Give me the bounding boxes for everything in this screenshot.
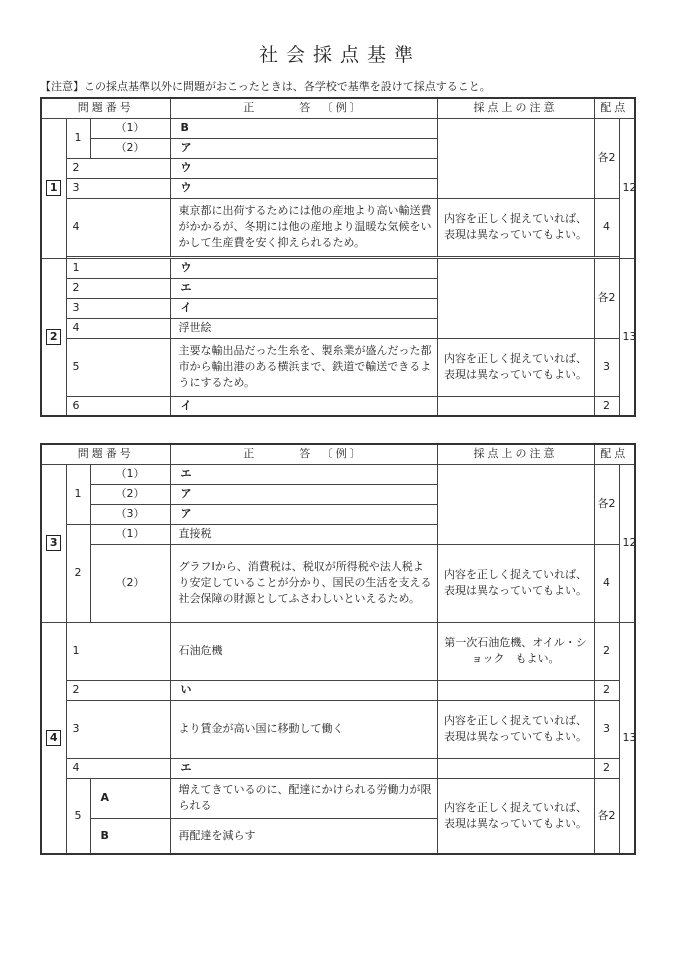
table-row [41,680,635,700]
points-cell: 2 [594,758,619,778]
question-number-2: 2 [41,258,66,416]
table-row [41,258,635,278]
answer-cell: ウ [170,158,437,178]
notes-cell [437,464,594,544]
total-points: 13 [619,258,635,416]
sub-question-label: 2 [66,158,170,178]
notes-cell: 内容を正しく捉えていれば、表現は異なっていてもよい。 [437,778,594,854]
notes-cell: 内容を正しく捉えていれば、表現は異なっていてもよい。 [437,700,594,758]
notes-cell: 内容を正しく捉えていれば、表現は異なっていてもよい。 [437,544,594,622]
scoring-table-1 [40,97,636,417]
sub-question-label: 2 [66,278,170,298]
question-number-4: 4 [41,622,66,854]
sub-question-label: 4 [66,198,170,256]
table-row [41,778,635,818]
answer-cell: イ [170,298,437,318]
total-points: 12 [619,464,635,622]
answer-cell: 直接税 [170,524,437,544]
answer-cell: ア [170,138,437,158]
points-each: 各2 [594,464,619,544]
sub-question-label: 1 [66,258,170,278]
sub-question-label: 3 [66,298,170,318]
sub-sub-label: （1） [90,118,170,138]
answer-cell: エ [170,278,437,298]
answer-cell: 再配達を減らす [170,818,437,854]
header-points: 配点 [594,98,635,118]
sub-sub-label: （1） [90,464,170,484]
header-answer: 正 答 〔例〕 [170,98,437,118]
notes-cell [437,396,594,416]
total-points: 13 [619,622,635,854]
notes-cell: 第一次石油危機、オイル・ショック もよい。 [437,622,594,680]
sub-question-label: 1 [66,118,90,158]
table-header [41,444,635,464]
answer-cell: 石油危機 [170,622,437,680]
sub-sub-label: A [90,778,170,818]
sub-sub-label: （2） [90,544,170,622]
header-answer: 正 答 〔例〕 [170,444,437,464]
answer-cell: より賃金が高い国に移動して働く [170,700,437,758]
sub-sub-label: （2） [90,484,170,504]
answer-cell: エ [170,758,437,778]
sub-question-label: 3 [66,700,170,758]
sub-question-label: 1 [66,622,170,680]
points-cell: 2 [594,680,619,700]
page-title: 社会採点基準 [258,44,421,66]
sub-question-label: 3 [66,178,170,198]
answer-cell: イ [170,396,437,416]
table-row [41,118,635,138]
table-row [41,338,635,396]
notes-cell [437,680,594,700]
sub-sub-label: （3） [90,504,170,524]
question-number-3: 3 [41,464,66,622]
answer-cell: 浮世絵 [170,318,437,338]
header-notes: 採点上の注意 [437,444,594,464]
answer-cell: ウ [170,178,437,198]
table-row [41,396,635,416]
table-row [41,198,635,256]
sub-question-label: 4 [66,758,170,778]
notes-cell: 内容を正しく捉えていれば、表現は異なっていてもよい。 [437,198,594,256]
answer-cell: ア [170,484,437,504]
answer-cell: ウ [170,258,437,278]
points-cell: 2 [594,622,619,680]
sub-question-label: 2 [66,680,170,700]
sub-question-label: 4 [66,318,170,338]
table-row [41,464,635,484]
notes-cell [437,258,594,338]
points-each: 各2 [594,778,619,854]
points-cell: 4 [594,544,619,622]
sub-question-label: 5 [66,778,90,854]
table-header [41,98,635,118]
answer-cell: 増えてきているのに、配達にかけられる労働力が限られる [170,778,437,818]
answer-cell: エ [170,464,437,484]
sub-question-label: 6 [66,396,170,416]
answer-cell: グラフⅠから、消費税は、税収が所得税や法人税より安定していることが分かり、国民の生活を支える社会保障の財源としてふさわしいといえるため。 [170,544,437,622]
answer-cell: い [170,680,437,700]
scoring-table-2 [40,443,636,855]
header-notes: 採点上の注意 [437,98,594,118]
points-cell: 2 [594,396,619,416]
table-row [41,758,635,778]
points-cell: 3 [594,700,619,758]
scoring-note: 【注意】この採点基準以外に問題がおこったときは、各学校で基準を設けて採点すること。 [40,80,491,93]
total-points: 12 [619,118,635,258]
points-cell: 4 [594,198,619,256]
sub-question-label: 2 [66,524,90,622]
answer-cell: ア [170,504,437,524]
sub-sub-label: （2） [90,138,170,158]
answer-cell: B [170,118,437,138]
points-each: 各2 [594,258,619,338]
header-points: 配点 [594,444,635,464]
sub-sub-label: B [90,818,170,854]
notes-cell: 内容を正しく捉えていれば、表現は異なっていてもよい。 [437,338,594,396]
table-row [41,544,635,622]
notes-cell [437,118,594,198]
answer-cell: 主要な輸出品だった生糸を、製糸業が盛んだった都市から輸出港のある横浜まで、鉄道で輸送できるようにするため。 [170,338,437,396]
table-row [41,700,635,758]
sub-sub-label: （1） [90,524,170,544]
points-each: 各2 [594,118,619,198]
header-question-no: 問題番号 [41,444,170,464]
points-cell: 3 [594,338,619,396]
question-number-1: 1 [41,118,66,258]
answer-cell: 東京都に出荷するためには他の産地より高い輸送費がかかるが、冬期には他の産地より温暖な気候をいかして生産費を安く抑えられるため。 [170,198,437,256]
table-row [41,622,635,680]
sub-question-label: 1 [66,464,90,524]
header-question-no: 問題番号 [41,98,170,118]
notes-cell [437,758,594,778]
sub-question-label: 5 [66,338,170,396]
